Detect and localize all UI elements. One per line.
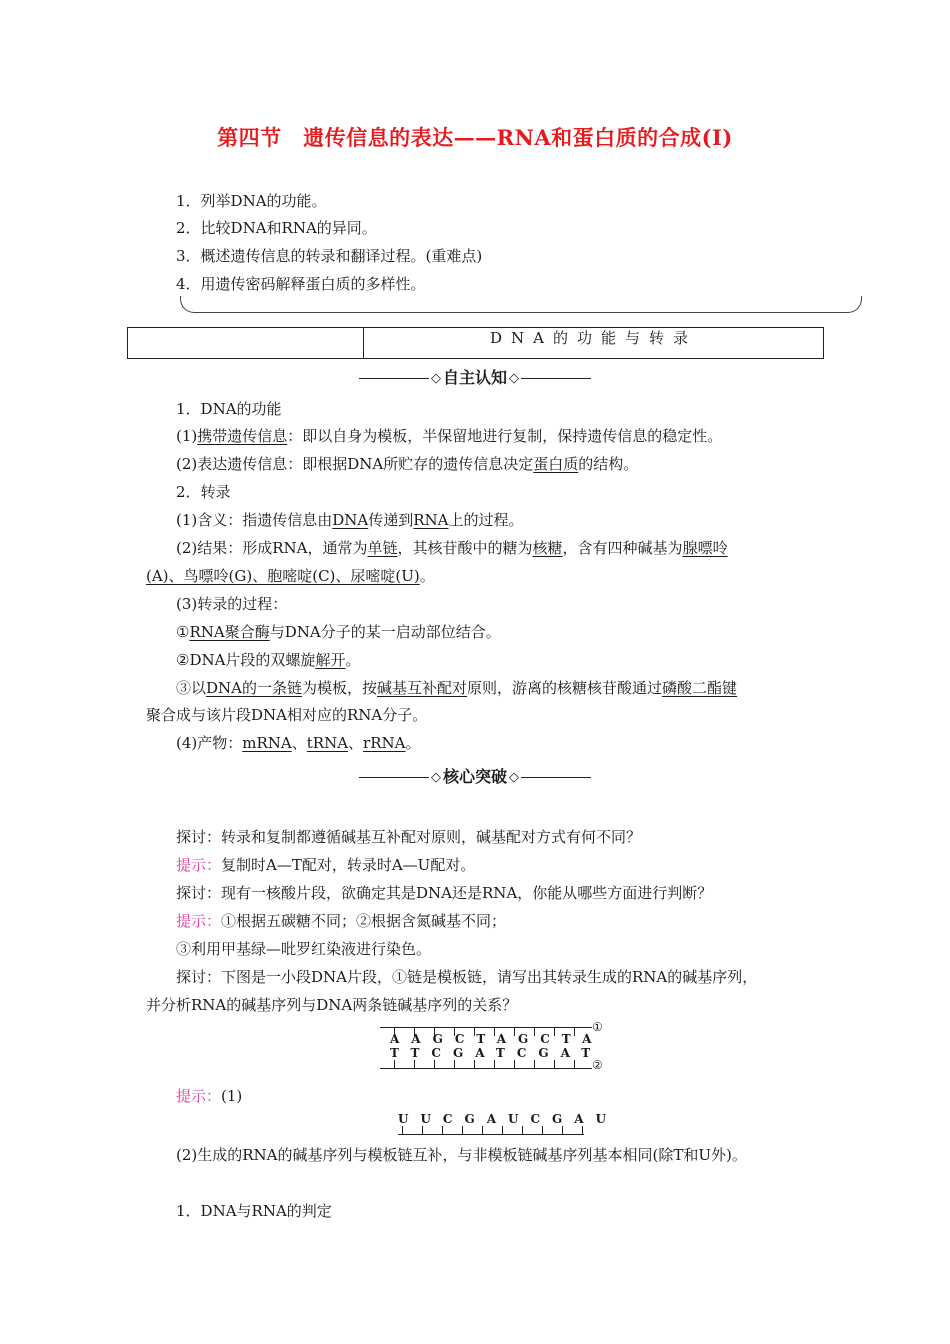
- s1-line-6: (2)结果：形成RNA，通常为单链，其核苷酸中的糖为核糖，含有四种碱基为腺嘌呤: [176, 539, 728, 557]
- s1-line-9: ①RNA聚合酶与DNA分子的某一启动部位结合。: [176, 623, 501, 641]
- section-heading-text: 核心突破: [442, 767, 507, 786]
- section-heading-core: [0, 764, 950, 787]
- rule-right: [521, 378, 591, 379]
- section-table: [127, 327, 824, 359]
- objective-2: 2．比较DNA和RNA的异同。: [176, 219, 377, 237]
- s1-line-8: (3)转录的过程：: [176, 595, 288, 613]
- hint-3: 提示：(1): [176, 1087, 243, 1105]
- question-1: 探讨：转录和复制都遵循碱基互补配对原则，碱基配对方式有何不同？: [176, 828, 642, 846]
- s1-line-12: 聚合成与该片段DNA相对应的RNA分子。: [146, 706, 428, 724]
- strand-1-bases: AAGCTAGCTA: [390, 1032, 604, 1046]
- s1-line-10: ②DNA片段的双螺旋解开。: [176, 651, 361, 669]
- objective-4: 4．用遗传密码解释蛋白质的多样性。: [176, 275, 426, 293]
- diamond-icon: ◇: [509, 770, 519, 785]
- rna-ticks: [402, 1126, 602, 1134]
- question-2: 探讨：现有一核酸片段，欲确定其是DNA还是RNA，你能从哪些方面进行判断？: [176, 884, 713, 902]
- rule-left: [359, 777, 429, 778]
- strand-1-label: ①: [592, 1020, 603, 1034]
- rna-line: [398, 1134, 584, 1135]
- strand-2-ticks: [394, 1060, 594, 1068]
- strand-2-line: [380, 1068, 592, 1069]
- strand-2-label: ②: [592, 1058, 603, 1072]
- s1-line-4: 2．转录: [176, 483, 231, 501]
- subheading-dna-rna: 1．DNA与RNA的判定: [176, 1202, 332, 1220]
- dna-diagram: [380, 1020, 610, 1072]
- s1-line-13: (4)产物：mRNA、tRNA、rRNA。: [176, 734, 421, 752]
- rule-right: [521, 777, 591, 778]
- rna-diagram: [398, 1112, 619, 1136]
- section-heading-text: 自主认知: [442, 368, 507, 387]
- rule-left: [359, 378, 429, 379]
- s1-line-3: (2)表达遗传信息：即根据DNA所贮存的遗传信息决定蛋白质的结构。: [176, 455, 639, 473]
- hint-1: 提示：复制时A—T配对，转录时A—U配对。: [176, 856, 476, 874]
- diamond-icon: ◇: [430, 770, 441, 785]
- hint-2-cont: ③利用甲基绿—吡罗红染液进行染色。: [176, 940, 432, 958]
- objective-1: 1．列举DNA的功能。: [176, 192, 327, 210]
- s1-line-11: ③以DNA的一条链为模板，按碱基互补配对原则，游离的核糖核苷酸通过磷酸二酯键: [176, 679, 738, 697]
- diamond-icon: ◇: [509, 371, 519, 386]
- hint-3-cont: (2)生成的RNA的碱基序列与模板链互补，与非模板链碱基序列基本相同(除T和U外)。: [176, 1146, 747, 1164]
- question-3: 探讨：下图是一小段DNA片段，①链是模板链，请写出其转录生成的RNA的碱基序列，: [176, 968, 758, 986]
- section-heading-self-study: [0, 365, 950, 388]
- question-3-cont: 并分析RNA的碱基序列与DNA两条链碱基序列的关系？: [146, 996, 518, 1014]
- page-title: 第四节 遗传信息的表达——RNA和蛋白质的合成(Ⅰ): [217, 125, 733, 150]
- strand-2-bases: TTCGATCGAT: [390, 1046, 603, 1060]
- diamond-icon: ◇: [430, 371, 441, 386]
- objective-3: 3．概述遗传信息的转录和翻译过程。(重难点): [176, 247, 483, 265]
- table-title-cell: DNA的功能与转录: [490, 329, 697, 347]
- s1-line-1: 1．DNA的功能: [176, 400, 282, 418]
- rna-bases: UUCGAUCGAU: [398, 1112, 619, 1126]
- hint-2: 提示：①根据五碳糖不同；②根据含氮碱基不同；: [176, 912, 507, 930]
- s1-line-5: (1)含义：指遗传信息由DNA传递到RNA上的过程。: [176, 511, 524, 529]
- s1-line-2: (1)携带遗传信息：即以自身为模板，半保留地进行复制，保持遗传信息的稳定性。: [176, 427, 723, 445]
- objectives-bracket: [180, 296, 862, 313]
- s1-line-7: (A)、鸟嘌呤(G)、胞嘧啶(C)、尿嘧啶(U)。: [146, 567, 435, 585]
